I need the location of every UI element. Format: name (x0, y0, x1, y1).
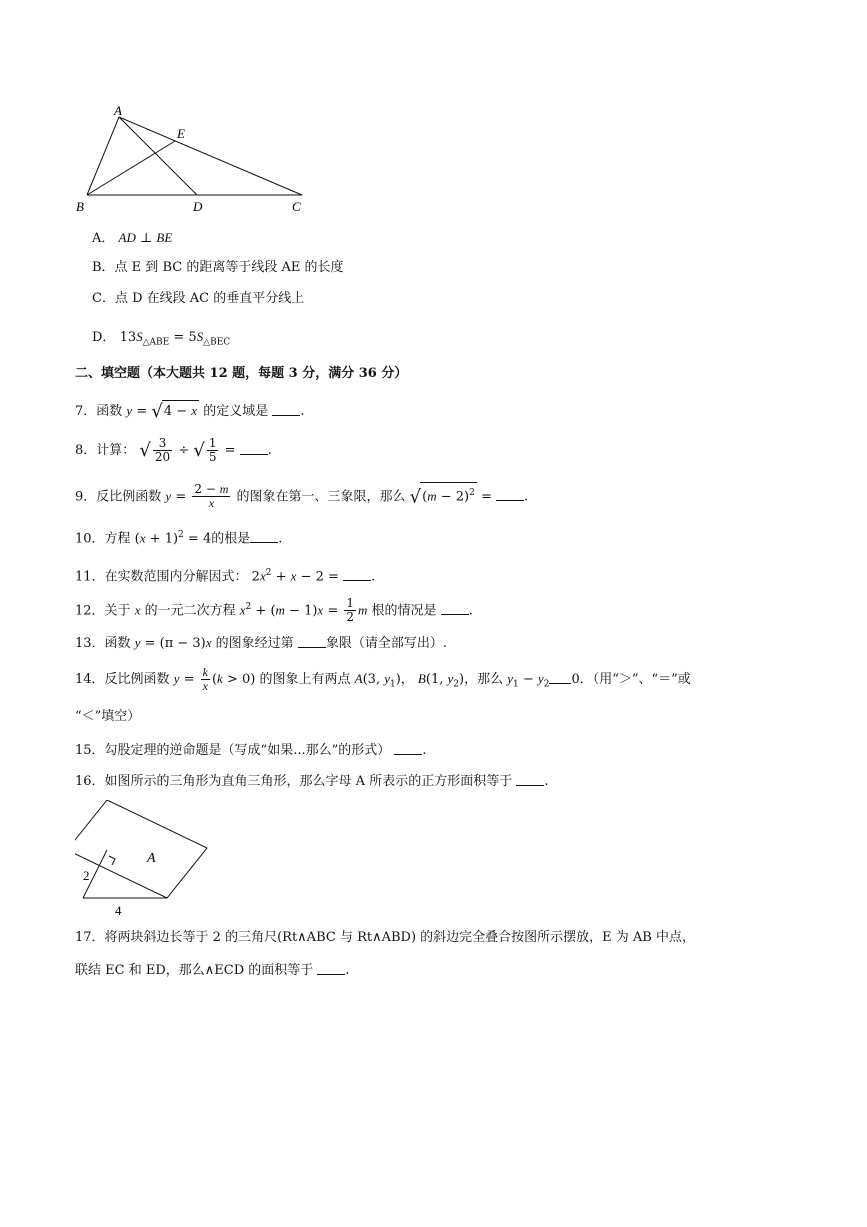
question-16: 16．如图所示的三角形为直角三角形，那么字母 A 所表示的正方形面积等于 . (75, 774, 549, 789)
section-title: 二、填空题（本大题共 12 题，每题 3 分，满分 36 分） (75, 366, 408, 381)
question-17: 17．将两块斜边长等于 2 的三角尺(Rt∧ABC 与 Rt∧ABD) 的斜边完全叠合按图所示摆放，E 为 AB 中点， (75, 930, 695, 945)
label-e: E (177, 126, 185, 141)
question-11: 11．在实数范围内分解因式： $2x^2 + x - 2$ = . (75, 568, 376, 585)
label-4: 4 (115, 903, 122, 918)
triangle-figure (70, 100, 320, 215)
question-13: 13．函数 y = (π − 3)x 的图象经过第 象限（请全部写出）. (75, 635, 447, 651)
question-7: 7．函数 y = √4 − x 的定义域是 . (75, 401, 305, 422)
segment-ac (119, 117, 302, 195)
label-2: 2 (83, 868, 90, 883)
question-8: 8．计算： √ $\frac{3}{20}$ ÷ √ $\frac{1}{5}$ = . (75, 436, 272, 464)
square-triangle-figure (75, 800, 215, 920)
label-d: D (193, 199, 203, 214)
option-b: B．点 E 到 BC 的距离等于线段 AE 的长度 (92, 260, 344, 275)
option-c: C．点 D 在线段 AC 的垂直平分线上 (92, 291, 305, 306)
segment-ad (119, 117, 197, 195)
right-angle-mark (109, 856, 115, 865)
square-a (75, 800, 207, 898)
question-9: 9．反比例函数 y = $\frac{2 - m}{x}$ 的图象在第一、三象限，那么 $√(m - 2)^2$ = . (75, 482, 529, 511)
question-14-line2: “＜”填空） (75, 709, 141, 724)
option-d: D． $13S_{\triangle ABE} = 5S_{\triangle BEC}$ (92, 329, 231, 348)
label-c: C (292, 199, 301, 214)
label-a: A (114, 103, 122, 118)
question-15: 15．勾股定理的逆命题是（写成“如果...那么”的形式） . (75, 743, 427, 758)
label-b: B (76, 199, 84, 214)
segment-ab (87, 117, 119, 195)
segment-be (87, 141, 175, 195)
option-a: A． AD ⊥ BE (92, 230, 173, 246)
question-17-line2: 联结 EC 和 ED，那么∧ECD 的面积等于 . (75, 963, 350, 978)
question-12: 12．关于 x 的一元二次方程 $x^2 + (m - 1)x$ = $\frac{1}{2}$ m 根的情况是 . (75, 596, 473, 625)
question-10: 10．方程 $(x + 1)^2 = 4$的根是 . (75, 530, 283, 547)
label-square-a: A (147, 851, 156, 866)
question-14: 14．反比例函数 y = $\frac{k}{x}$ (k > 0) 的图象上有两点 A(3, $y_1$)， B(1, $y_2$)，那么 $y_1 - y_2$ 0．（用“＞”、“＝”或 (75, 665, 691, 693)
